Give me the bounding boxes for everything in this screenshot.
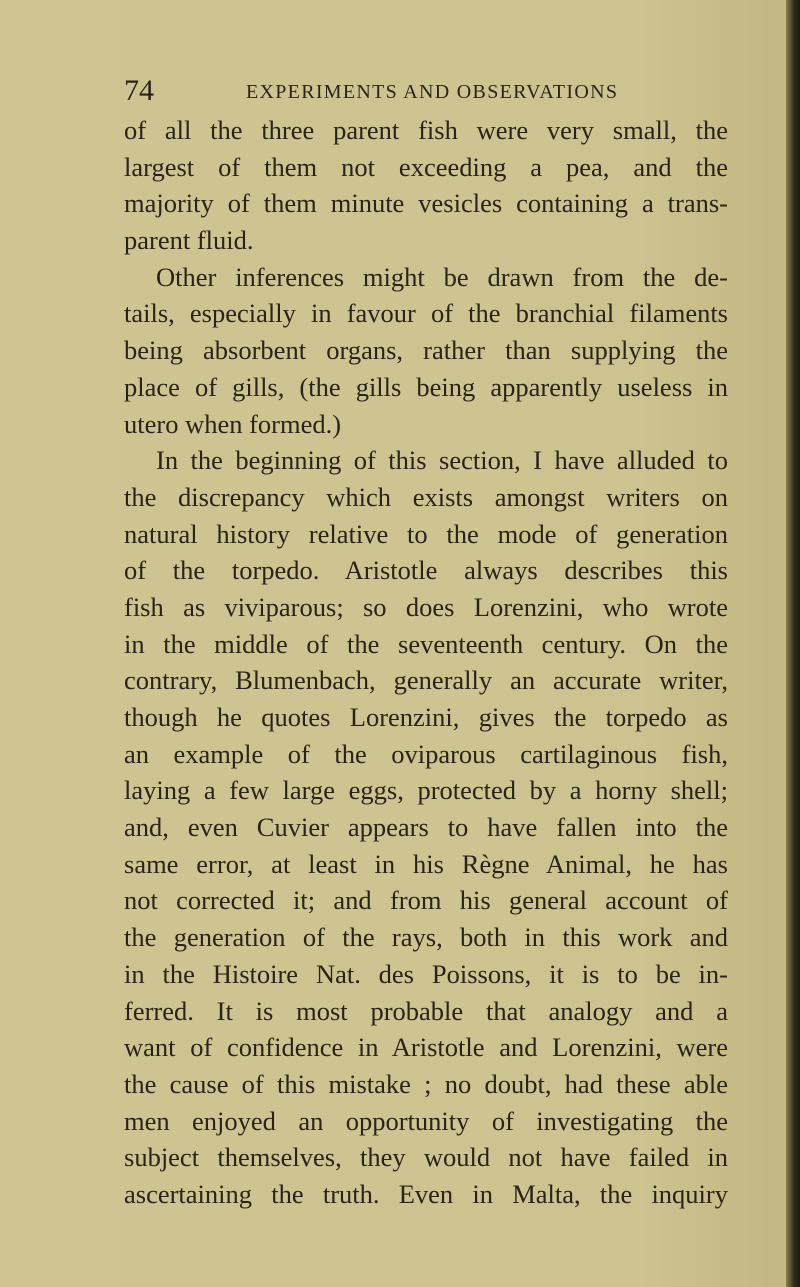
text-line: natural history relative to the mode of generation [124,518,728,549]
running-title: EXPERIMENTS AND OBSERVATIONS [246,81,619,103]
text-line: men enjoyed an opportunity of investigating the [124,1105,728,1136]
text-line: place of gills, (the gills being apparently useless in [124,371,728,402]
text-line: parent fluid. [124,225,254,256]
text-line: in the Histoire Nat. des Poissons, it is to be in- [124,958,728,989]
text-line: same error, at least in his Règne Animal, he has [124,848,728,879]
body-text [124,112,728,1213]
text-line: largest of them not exceeding a pea, and the [124,151,728,182]
text-line: the generation of the rays, both in this work and [124,922,728,953]
text-line: of the torpedo. Aristotle always describes this [124,555,728,586]
text-line: laying a few large eggs, protected by a horny shell; [124,775,728,806]
text-line: contrary, Blumenbach, generally an accurate writer, [124,665,728,696]
text-line: not corrected it; and from his general account of [124,885,728,916]
text-line: of all the three parent fish were very small, the [124,115,728,145]
text-line: the cause of this mistake ; no doubt, had these able [124,1068,728,1099]
text-line: utero when formed.) [124,408,342,439]
page-number: 74 [124,74,154,107]
text-line: subject themselves, they would not have failed in [124,1142,728,1173]
text-line: Other inferences might be drawn from the de- [156,261,728,292]
text-line: in the middle of the seventeenth century. On the [124,628,728,659]
text-line: the discrepancy which exists amongst writers on [124,481,728,512]
text-line: being absorbent organs, rather than supplying the [124,335,728,366]
text-line: fish as viviparous; so does Lorenzini, who wrote [124,591,728,622]
text-line: ascertaining the truth. Even in Malta, the inquiry [124,1178,728,1209]
text-line: though he quotes Lorenzini, gives the torpedo as [124,702,728,732]
text-line: want of confidence in Aristotle and Lorenzini, were [124,1032,728,1063]
text-line: tails, especially in favour of the branchial filaments [124,298,728,329]
text-line: majority of them minute vesicles containing a trans- [124,188,728,219]
book-binding-edge [786,0,800,1287]
text-line: In the beginning of this section, I have alluded to [156,445,728,476]
text-line: and, even Cuvier appears to have fallen into the [124,812,728,843]
text-line: an example of the oviparous cartilaginous fish, [124,738,728,769]
text-line: ferred. It is most probable that analogy and a [124,995,728,1026]
